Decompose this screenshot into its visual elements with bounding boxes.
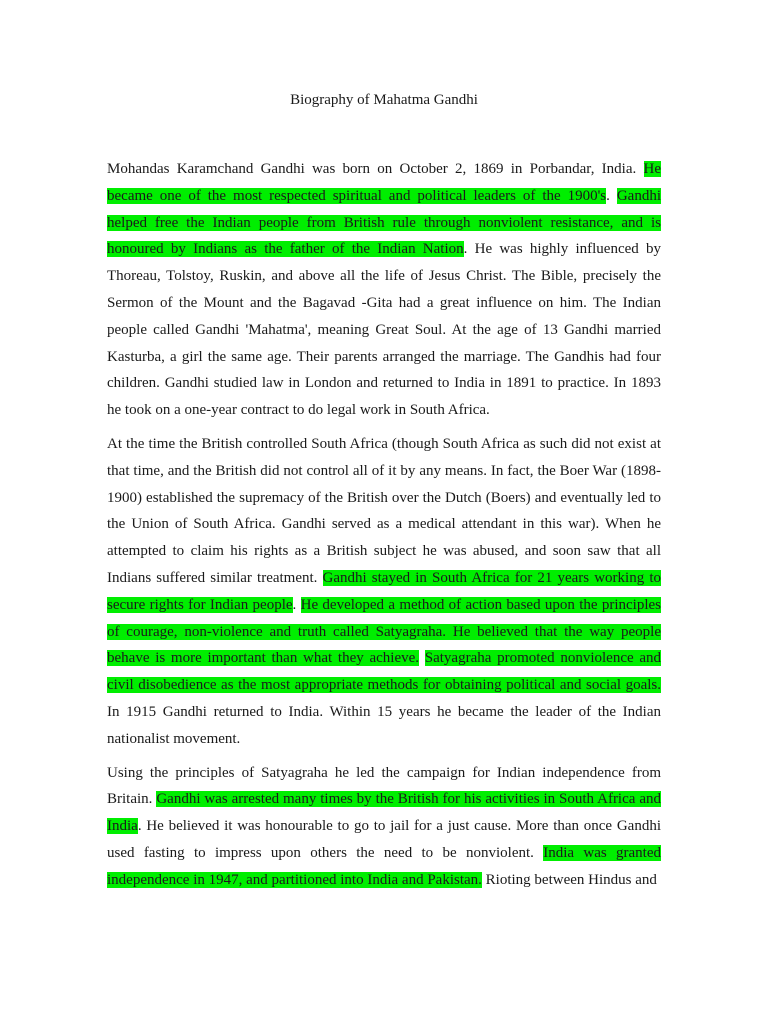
paragraph-3 <box>107 760 661 894</box>
body-text-segment: Mohandas Karamchand Gandhi was born on October 2, 1869 in Porbandar, India. <box>107 161 644 177</box>
highlighted-text: Gandhi was arrested many times by the British for his activities in South Africa and India <box>107 791 661 835</box>
document-body <box>107 156 661 901</box>
body-text-segment: Rioting between Hindus and <box>481 871 657 888</box>
highlighted-text: India was granted independence in 1947, and partitioned into India and Pakistan. <box>107 844 661 888</box>
paragraph-2 <box>107 431 661 753</box>
highlighted-text: He developed a method of action based upon the principles of courage, non-violence and truth called Satyagraha. He believed that the way people behave is more important than what they achieve. <box>107 596 661 667</box>
body-text-segment: Using the principles of Satyagraha he led the campaign for Indian independence from Britain. <box>107 764 661 808</box>
highlighted-text: Gandhi helped free the Indian people from British rule through nonviolent resistance, and is honoured by Indians as the father of the Indian Nation <box>107 187 661 258</box>
body-text-segment: . <box>292 596 301 613</box>
body-text-segment: . <box>606 187 617 204</box>
highlighted-text: Gandhi stayed in South Africa for 21 years working to secure rights for Indian people <box>107 569 661 613</box>
body-text-segment: . He was highly influenced by Thoreau, Tolstoy, Ruskin, and above all the life of Jesus Christ. The Bible, precisely the Sermon of the Mount and the Bagavad -Gita had a great influence on him. The Indian people called Gandhi 'Mahatma', meaning Great Soul. At the age of 13 Gandhi married Kasturba, a girl the same age. Their parents arranged the marriage. The Gandhis had four children. Gandhi studied law in London and returned to India in 1891 to practice. In 1893 he took on a one-year contract to do legal work in South Africa. <box>107 241 661 419</box>
body-text-segment <box>419 650 425 666</box>
highlighted-text: Satyagraha promoted nonviolence and civil disobedience as the most appropriate methods for obtaining political and social goals. <box>107 650 662 694</box>
body-text-segment: In 1915 Gandhi returned to India. Within 15 years he became the leader of the Indian nationalist movement. <box>107 703 661 747</box>
paragraph-1 <box>107 156 661 424</box>
highlighted-text: He became one of the most respected spiritual and political leaders of the 1900's <box>107 161 661 204</box>
body-text-segment: At the time the British controlled South Africa (though South Africa as such did not exist at that time, and the British did not control all of it by any means. In fact, the Boer War (1898-1900) established the supremacy of the British over the Dutch (Boers) and eventually led to the Union of South Africa. Gandhi served as a medical attendant in this war). When he attempted to claim his rights as a British subject he was abused, and soon saw that all Indians suffered similar treatment. <box>107 435 661 586</box>
document-title: Biography of Mahatma Gandhi <box>290 92 478 108</box>
body-text-segment: . He believed it was honourable to go to jail for a just cause. More than once Gandhi used fasting to impress upon others the need to be nonviolent. <box>107 818 661 861</box>
